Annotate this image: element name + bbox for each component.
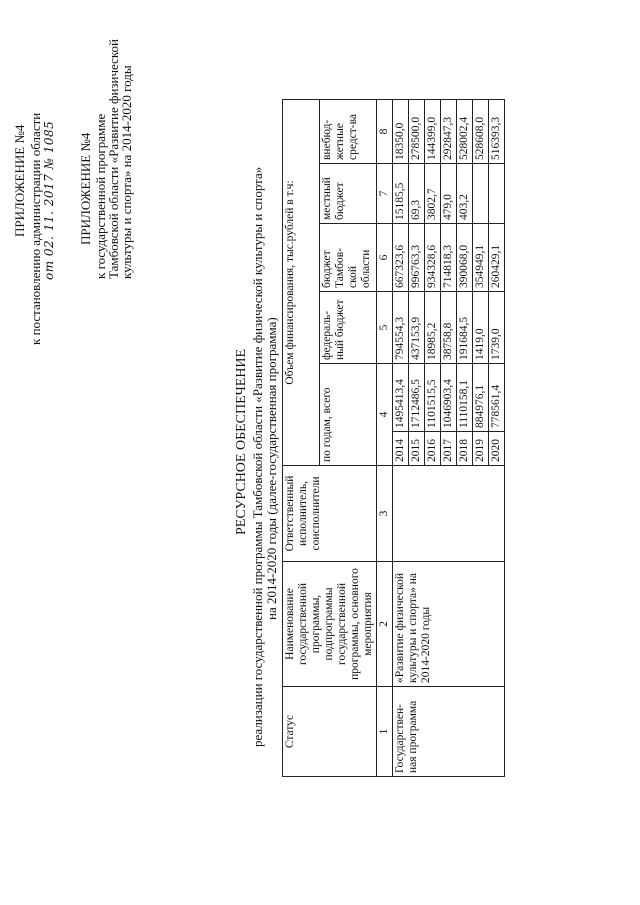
local-cell: 479,0: [441, 164, 457, 224]
total-cell: 1101515,5: [425, 364, 441, 432]
local-cell: [489, 164, 505, 224]
page-title: РЕСУРСНОЕ ОБЕСПЕЧЕНИЕ: [234, 348, 249, 535]
offbudget-cell: 292847,3: [441, 100, 457, 164]
header-executor: Ответственный исполнитель, соисполнители: [283, 466, 377, 562]
col-num-1: 1: [377, 687, 393, 777]
header-funding: Объем финансирования, тыс.рублей в т.ч:: [283, 100, 320, 466]
handwritten-date: от 02. 11. 2017 № 1085: [42, 120, 56, 280]
local-cell: 15185,5: [393, 164, 409, 224]
year-cell: 2019: [473, 432, 489, 466]
federal-cell: 191684,5: [457, 292, 473, 364]
total-cell: 1712486,5: [409, 364, 425, 432]
year-cell: 2014: [393, 432, 409, 466]
offbudget-cell: 278500,0: [409, 100, 425, 164]
regional-cell: 667323,6: [393, 224, 409, 292]
regional-cell: 934328,6: [425, 224, 441, 292]
program-name-cell: «Развитие физической культуры и спорта» на 2014-2020 годы: [393, 562, 505, 687]
appendix2-line1: к государственной программе: [93, 113, 108, 279]
year-cell: 2018: [457, 432, 473, 466]
regional-cell: 260429,1: [489, 224, 505, 292]
total-cell: 778561,4: [489, 364, 505, 432]
col-num-5: 5: [377, 292, 393, 364]
local-cell: 3802,7: [425, 164, 441, 224]
total-cell: 1110158,1: [457, 364, 473, 432]
total-cell: 884976,1: [473, 364, 489, 432]
header-offbudget: внебюд-жетные средст-ва: [320, 100, 377, 164]
year-cell: 2017: [441, 432, 457, 466]
offbudget-cell: 528608,0: [473, 100, 489, 164]
offbudget-cell: 144399,0: [425, 100, 441, 164]
federal-cell: 794554,3: [393, 292, 409, 364]
appendix-title: ПРИЛОЖЕНИЕ №4: [12, 124, 27, 237]
executor-cell: [393, 466, 505, 562]
col-num-7: 7: [377, 164, 393, 224]
col-num-6: 6: [377, 224, 393, 292]
year-cell: 2020: [489, 432, 505, 466]
appendix-ref: к постановлению администрации области: [28, 112, 43, 345]
federal-cell: 38758,8: [441, 292, 457, 364]
column-number-row: [377, 100, 393, 777]
federal-cell: 437153,9: [409, 292, 425, 364]
regional-cell: 354949,1: [473, 224, 489, 292]
regional-cell: 996763,3: [409, 224, 425, 292]
col-num-3: 3: [377, 466, 393, 562]
col-num-4: 4: [377, 364, 393, 466]
total-cell: 1046903,4: [441, 364, 457, 432]
header-status: Статус: [283, 687, 377, 777]
local-cell: 69,3: [409, 164, 425, 224]
federal-cell: 1739,0: [489, 292, 505, 364]
status-cell: Государствен-ная программа: [393, 687, 505, 777]
offbudget-cell: 528002,4: [457, 100, 473, 164]
offbudget-cell: 18350,0: [393, 100, 409, 164]
federal-cell: 18985,2: [425, 292, 441, 364]
total-cell: 1495413,4: [393, 364, 409, 432]
federal-cell: 1419,0: [473, 292, 489, 364]
col-num-8: 8: [377, 100, 393, 164]
header-federal: федераль-ный бюджет: [320, 292, 377, 364]
appendix2-line3: культуры и спорта» на 2014-2020 годы: [119, 65, 134, 279]
header-name: Наименование государственной программы, подпрограммы государственной программы, основного мероприятия: [283, 562, 377, 687]
col-num-2: 2: [377, 562, 393, 687]
table-row: [393, 100, 409, 777]
heading-line2: на 2014-2020 годы (далее-государственная программа): [264, 317, 279, 620]
regional-cell: 714818,3: [441, 224, 457, 292]
resource-table: [282, 99, 505, 777]
header-row-1: [283, 100, 320, 777]
year-cell: 2015: [409, 432, 425, 466]
appendix2-line2: Тамбовской области «Развитие физической: [106, 38, 121, 279]
local-cell: 403,2: [457, 164, 473, 224]
local-cell: [473, 164, 489, 224]
header-local: местный бюджет: [320, 164, 377, 224]
regional-cell: 390068,0: [457, 224, 473, 292]
header-by-years: по годам, всего: [320, 364, 377, 466]
year-cell: 2016: [425, 432, 441, 466]
appendix2-title: ПРИЛОЖЕНИЕ №4: [78, 132, 93, 245]
header-regional: бюджет Тамбов-ской области: [320, 224, 377, 292]
offbudget-cell: 516393,3: [489, 100, 505, 164]
heading-line1: реализации государственной программы Тамбовской области «Развитие физической культуры и спорта»: [250, 166, 265, 747]
